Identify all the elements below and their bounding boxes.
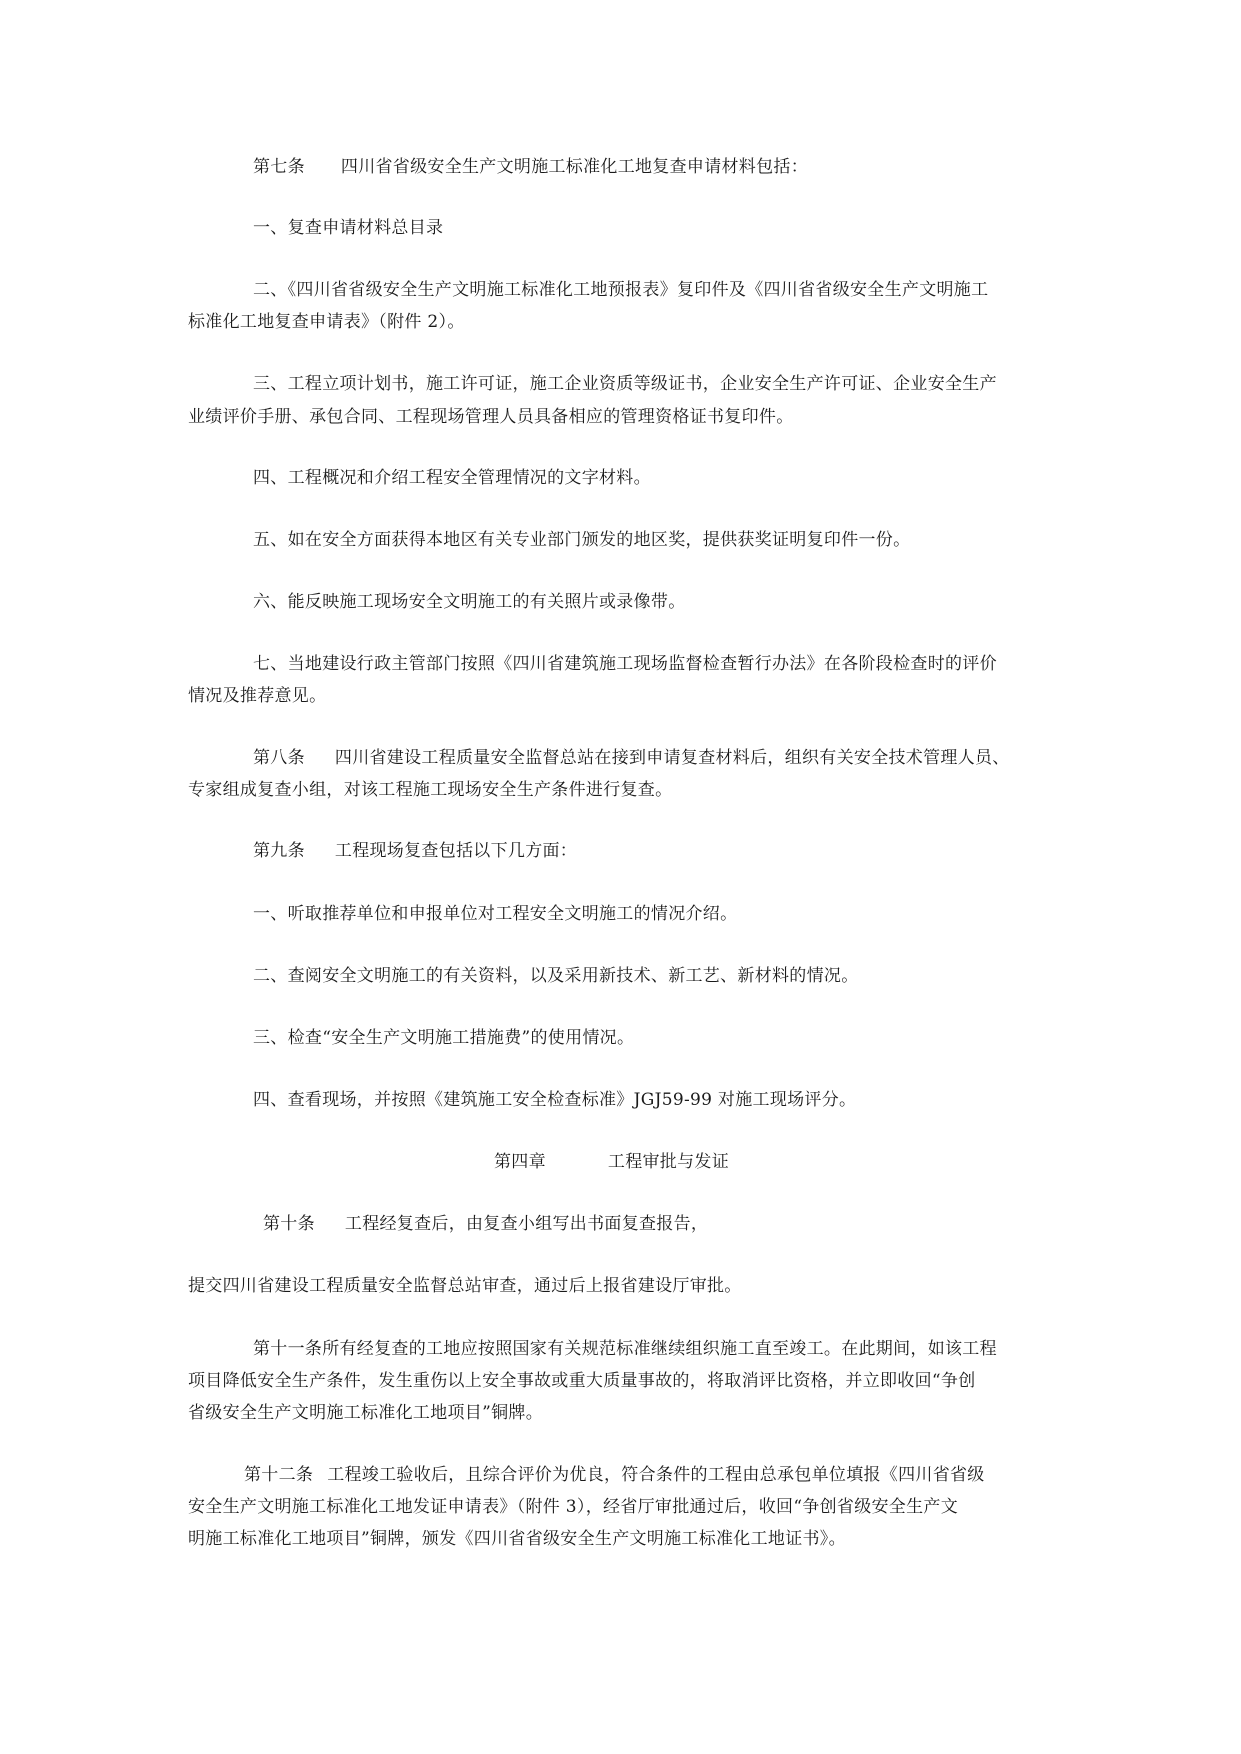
article-11-line-3: 省级安全生产文明施工标准化工地项目”铜牌。 — [188, 1403, 543, 1423]
a7-item-5: 五、如在安全方面获得本地区有关专业部门颁发的地区奖，提供获奖证明复印件一份。 — [253, 530, 911, 550]
article-7-text: 四川省省级安全生产文明施工标准化工地复查申请材料包括： — [340, 157, 809, 177]
article-8-label: 第八条 — [253, 748, 305, 768]
article-12-line-1 — [244, 1464, 985, 1486]
a9-item-4: 四、查看现场，并按照《建筑施工安全检查标准》JGJ59-99 对施工现场评分。 — [253, 1090, 857, 1110]
chapter-4-heading — [494, 1151, 729, 1173]
article-10-text-1: 工程经复查后，由复查小组写出书面复查报告， — [344, 1214, 709, 1234]
article-12-label: 第十二条 — [244, 1465, 314, 1485]
article-9-text: 工程现场复查包括以下几方面： — [334, 841, 578, 861]
chapter-4-label: 第四章 — [494, 1152, 546, 1172]
a7-item-7-line-2: 情况及推荐意见。 — [188, 686, 327, 706]
a7-item-4: 四、工程概况和介绍工程安全管理情况的文字材料。 — [253, 468, 651, 488]
a7-item-1: 一、复查申请材料总目录 — [253, 218, 444, 238]
article-12-text-1: 工程竣工验收后，且综合评价为优良，符合条件的工程由总承包单位填报《四川省省级 — [327, 1465, 985, 1485]
a7-item-3-line-2: 业绩评价手册、承包合同、工程现场管理人员具备相应的管理资格证书复印件。 — [188, 407, 794, 427]
article-9-label: 第九条 — [253, 841, 305, 861]
article-7-heading — [253, 156, 808, 178]
article-12-line-2: 安全生产文明施工标准化工地发证申请表》（附件 3），经省厅审批通过后，收回“争创省级安全生产文 — [188, 1497, 959, 1517]
a7-item-7-line-1: 七、当地建设行政主管部门按照《四川省建筑施工现场监督检查暂行办法》在各阶段检查时的评价 — [253, 654, 997, 674]
article-7-label: 第七条 — [253, 157, 305, 177]
article-11-line-1: 第十一条所有经复查的工地应按照国家有关规范标准继续组织施工直至竣工。在此期间，如该工程 — [253, 1339, 997, 1359]
a9-item-1: 一、听取推荐单位和申报单位对工程安全文明施工的情况介绍。 — [253, 904, 738, 924]
article-8-line-2: 专家组成复查小组，对该工程施工现场安全生产条件进行复查。 — [188, 780, 673, 800]
article-10-label: 第十条 — [263, 1214, 315, 1234]
a7-item-6: 六、能反映施工现场安全文明施工的有关照片或录像带。 — [253, 592, 686, 612]
a9-item-2: 二、查阅安全文明施工的有关资料，以及采用新技术、新工艺、新材料的情况。 — [253, 966, 859, 986]
a9-item-3: 三、检查“安全生产文明施工措施费”的使用情况。 — [253, 1028, 635, 1048]
article-10-line-2: 提交四川省建设工程质量安全监督总站审查，通过后上报省建设厅审批。 — [188, 1276, 742, 1296]
chapter-4-title: 工程审批与发证 — [607, 1152, 730, 1172]
a7-item-3-line-1: 三、工程立项计划书，施工许可证，施工企业资质等级证书，企业安全生产许可证、企业安全生产 — [253, 374, 997, 394]
article-8-line-1 — [253, 747, 1010, 769]
article-9-heading — [253, 840, 577, 862]
a7-item-2-line-1: 二、《四川省省级安全生产文明施工标准化工地预报表》复印件及《四川省省级安全生产文明施工 — [253, 280, 989, 300]
a7-item-2-line-2: 标准化工地复查申请表》（附件 2）。 — [188, 312, 465, 332]
article-12-line-3: 明施工标准化工地项目”铜牌，颁发《四川省省级安全生产文明施工标准化工地证书》。 — [188, 1529, 846, 1549]
article-8-text-1: 四川省建设工程质量安全监督总站在接到申请复查材料后，组织有关安全技术管理人员、 — [334, 748, 1010, 768]
article-11-line-2: 项目降低安全生产条件，发生重伤以上安全事故或重大质量事故的，将取消评比资格，并立即收回“争创 — [188, 1371, 976, 1391]
article-10-line-1 — [263, 1213, 708, 1235]
